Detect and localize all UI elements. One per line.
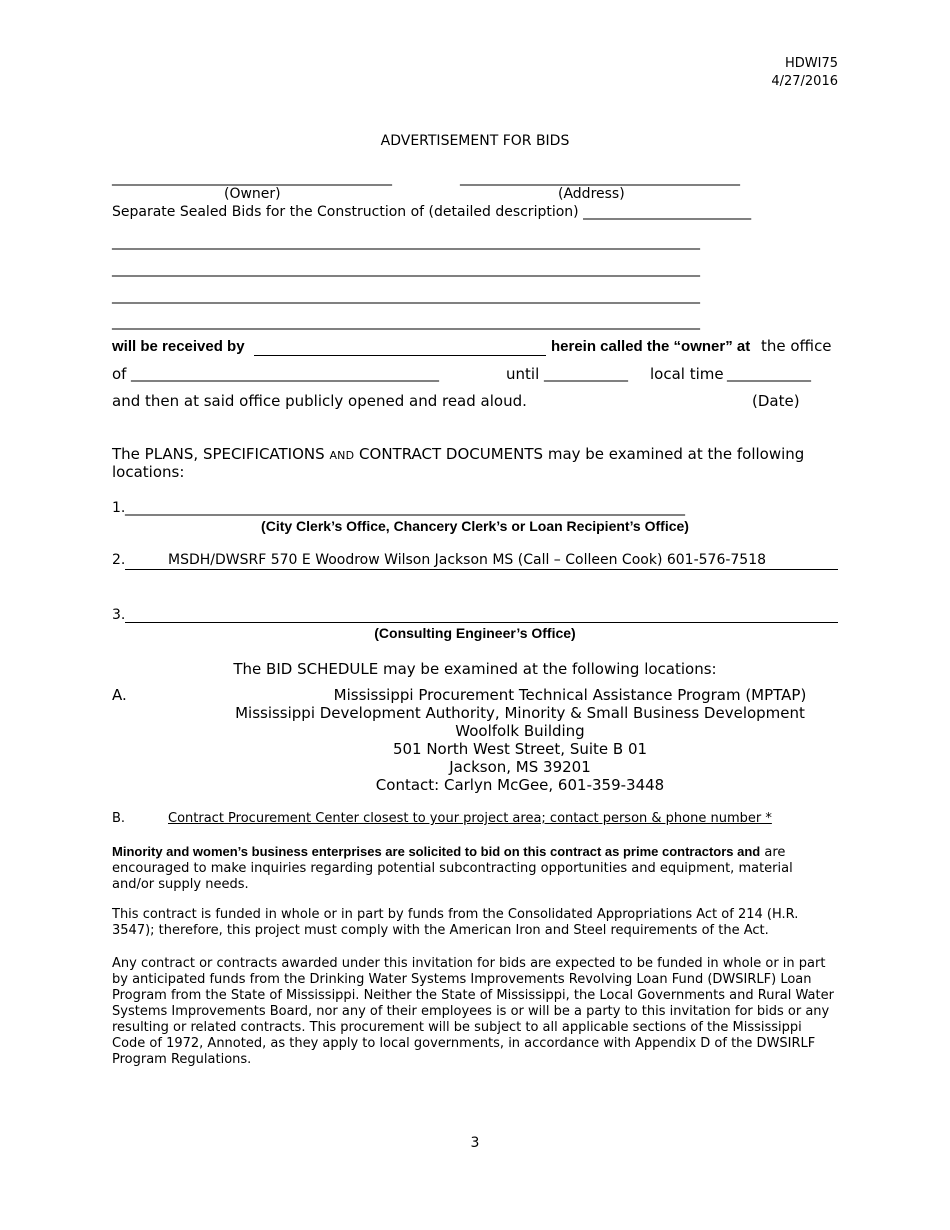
page-title: ADVERTISEMENT FOR BIDS — [380, 133, 570, 149]
plans-intro — [112, 445, 804, 463]
opened-text: and then at said office publicly opened and read aloud. — [112, 392, 527, 410]
address-line: 501 North West Street, Suite B 01 — [392, 740, 648, 758]
minority-bold-text: Minority and women’s business enterprises are solicited to bid on this contract as prime contractors and — [112, 844, 761, 859]
bid-location-a-label: A. — [112, 686, 127, 704]
bid-location-b-text: Contract Procurement Center closest to your project area; contact person & phone number * — [168, 811, 772, 826]
minority-paragraph — [112, 844, 838, 893]
plans-intro-line2: locations: — [112, 463, 185, 481]
address-line: Mississippi Development Authority, Minority & Small Business Development — [235, 704, 805, 722]
bid-schedule-intro: The BID SCHEDULE may be examined at the following locations: — [233, 660, 717, 678]
address-line: Woolfolk Building — [455, 722, 585, 740]
address-line: Mississippi Procurement Technical Assistance Program (MPTAP) — [333, 686, 807, 704]
location-1-caption: (City Clerk’s Office, Chancery Clerk’s or Loan Recipient’s Office) — [261, 518, 689, 534]
location-1-number: 1. — [112, 500, 126, 516]
office-blank[interactable]: ____________________________________________ — [131, 366, 439, 382]
document-code: HDWI75 — [784, 56, 838, 71]
received-by-blank[interactable] — [254, 355, 546, 356]
local-time-label: local time — [650, 365, 724, 383]
bid-location-a-address — [130, 686, 910, 794]
bid-location-b-label: B. — [112, 811, 126, 826]
received-by-label: will be received by — [112, 338, 245, 355]
location-1-blank[interactable]: ________________________________________________________________________________ — [125, 500, 685, 516]
location-3-blank[interactable] — [125, 622, 838, 623]
description-line[interactable]: ____________________________________________________________________________________ — [112, 314, 700, 330]
address-line: Contact: Carlyn McGee, 601-359-3448 — [375, 776, 665, 794]
location-3-caption: (Consulting Engineer’s Office) — [374, 625, 576, 641]
minority-rest-text: are encouraged to make inquiries regarding potential subcontracting opportunities and equipment, material and/or supply needs. — [112, 845, 793, 892]
description-line[interactable]: ____________________________________________________________________________________ — [112, 261, 700, 277]
location-2-underline — [125, 569, 838, 570]
the-office-label: the office — [761, 337, 832, 355]
page-number: 3 — [470, 1135, 480, 1151]
address-line: Jackson, MS 39201 — [449, 758, 591, 776]
owner-label: (Owner) — [224, 186, 281, 202]
plans-intro-post: CONTRACT DOCUMENTS may be examined at the following — [359, 445, 805, 463]
construction-description: Separate Sealed Bids for the Construction of (detailed description) ________________________ — [112, 204, 752, 220]
of-label: of — [112, 365, 127, 383]
location-3-number: 3. — [112, 607, 126, 623]
funding-paragraph: This contract is funded in whole or in part by funds from the Consolidated Appropriations Act of 214 (H.R. 3547); therefore, this project must comply with the American Iron and Steel requirements of the Act. — [112, 907, 799, 938]
address-label: (Address) — [558, 186, 625, 202]
document-date: 4/27/2016 — [771, 74, 838, 89]
date-blank[interactable]: ____________ — [544, 366, 628, 382]
description-line[interactable]: ____________________________________________________________________________________ — [112, 288, 700, 304]
location-2-number: 2. — [112, 552, 126, 568]
description-line[interactable]: ____________________________________________________________________________________ — [112, 234, 700, 250]
award-paragraph: Any contract or contracts awarded under this invitation for bids are expected to be funded in whole or in part by anticipated funds from the Drinking Water Systems Improvements Revolving Loan Fund (DWSIRLF) Loan Program from the State of Mississippi. Neither the State of Mississippi, the Local Governments and Rural Water Systems Improvements Board, nor any of their employees is or will be a party to this invitation for bids or any resulting or related contracts. This procurement will be subject to all applicable sections of the Mississippi Code of 1972, Annoted, as they apply to local governments, in accordance with Appendix D of the DWSIRLF Program Regulations. — [112, 956, 834, 1067]
owner-at-label: herein called the “owner” at — [551, 338, 751, 355]
owner-blank[interactable]: ________________________________________ — [112, 170, 392, 186]
address-blank[interactable]: ________________________________________ — [460, 170, 740, 186]
time-blank[interactable]: ____________ — [727, 366, 811, 382]
date-caption: (Date) — [752, 392, 800, 410]
until-label: until — [506, 365, 540, 383]
plans-intro-pre: The PLANS, SPECIFICATIONS — [112, 445, 325, 463]
location-2-text: MSDH/DWSRF 570 E Woodrow Wilson Jackson MS (Call – Colleen Cook) 601-576-7518 — [168, 552, 767, 568]
plans-intro-and: AND — [329, 449, 355, 462]
